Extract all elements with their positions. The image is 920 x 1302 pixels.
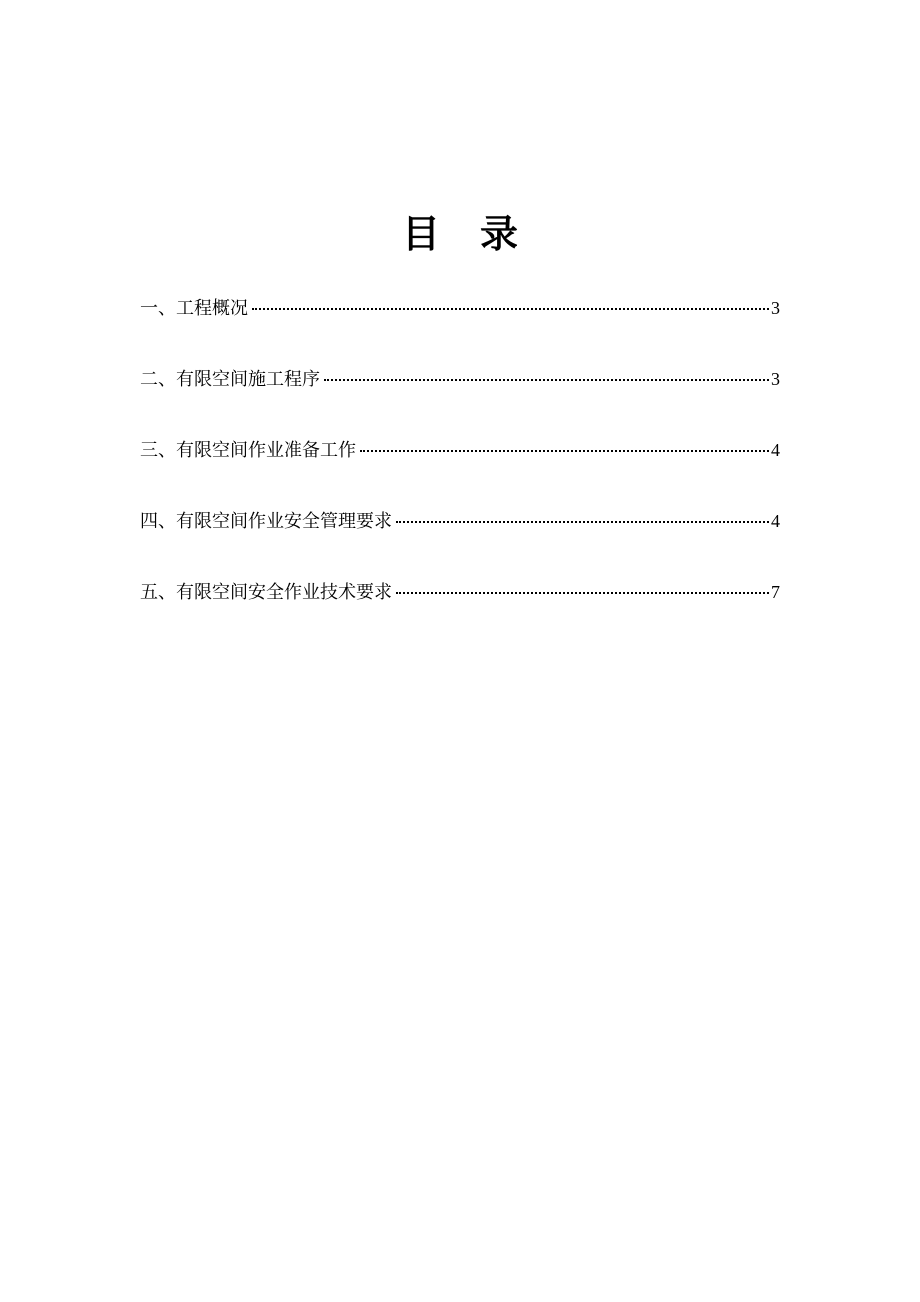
toc-entry-2[interactable] — [140, 361, 780, 397]
page-title — [0, 210, 920, 258]
toc-entry-label: 三、有限空间作业准备工作 — [140, 440, 356, 461]
toc-dot-leader — [252, 308, 769, 310]
toc-entry-5[interactable] — [140, 574, 780, 610]
toc-page-number: 4 — [771, 440, 780, 460]
toc-dot-leader — [324, 379, 769, 381]
toc-entry-3[interactable] — [140, 432, 780, 468]
toc-dot-leader — [396, 521, 769, 523]
toc-entry-label: 一、工程概况 — [140, 298, 248, 319]
toc-dot-leader — [396, 592, 769, 594]
toc-page-number: 7 — [771, 582, 780, 602]
toc-entry-1[interactable] — [140, 290, 780, 326]
page-title-char-1: 目 — [401, 212, 440, 256]
toc-entry-4[interactable] — [140, 503, 780, 539]
table-of-contents — [140, 290, 780, 645]
toc-page-number: 3 — [771, 369, 780, 389]
toc-entry-label: 五、有限空间安全作业技术要求 — [140, 582, 392, 603]
toc-page-number: 4 — [771, 511, 780, 531]
toc-dot-leader — [360, 450, 769, 452]
toc-entry-label: 四、有限空间作业安全管理要求 — [140, 511, 392, 532]
page-title-char-2: 录 — [480, 212, 519, 256]
toc-entry-label: 二、有限空间施工程序 — [140, 369, 320, 390]
toc-page-number: 3 — [771, 298, 780, 318]
